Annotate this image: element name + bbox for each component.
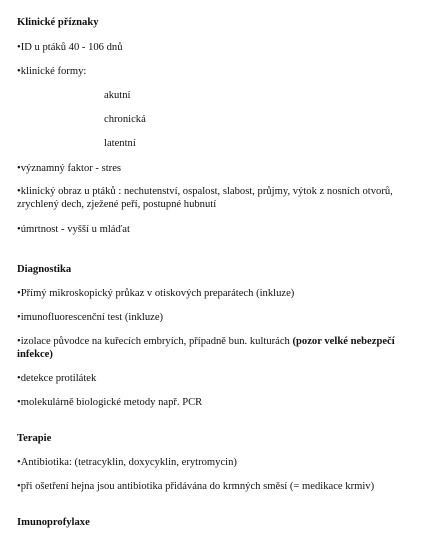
text-antibiotics: •Antibiotika: (tetracyklin, doxycyklin, erytromycin)	[17, 457, 237, 468]
text-mortality: •úmrtnost - vyšší u mláďat	[17, 224, 130, 235]
text-isolation-plain: •izolace původce na kuřecích embryích, případně bun. kulturách	[17, 336, 293, 347]
text-microscopy: •Přímý mikroskopický průkaz v otiskových preparátech (inkluze)	[17, 288, 295, 299]
form-latent: latentní	[104, 138, 136, 149]
heading-terapie: Terapie	[17, 433, 52, 444]
text-antibody-detection: •detekce protilátek	[17, 373, 97, 384]
heading-imunoprofylaxe: Imunoprofylaxe	[17, 517, 90, 528]
text-pcr: •molekulárně biologické metody např. PCR	[17, 397, 203, 408]
text-clinical-picture-2: zrychlený dech, zježené peří, postupné hubnutí	[17, 199, 217, 210]
text-isolation-2: infekce)	[17, 349, 53, 360]
form-acute: akutní	[104, 90, 131, 101]
text-ifa-test: •imunofluorescenční test (inkluze)	[17, 312, 164, 323]
text-incubation: •ID u ptáků 40 - 106 dnů	[17, 42, 123, 53]
text-clinical-picture-1: •klinický obraz u ptáků : nechutenství, ospalost, slabost, průjmy, výtok z nosních otvorů,	[17, 186, 393, 197]
form-chronic: chronická	[104, 114, 146, 125]
text-isolation-1	[17, 335, 395, 348]
text-stress-factor: •významný faktor - stres	[17, 163, 122, 174]
heading-diagnostika: Diagnostika	[17, 264, 72, 275]
text-herd-treatment: •při ošetření hejna jsou antibiotika přidávána do krmných směsí (= medikace krmiv)	[17, 481, 375, 492]
heading-klinicke-priznaky: Klinické příznaky	[17, 17, 99, 28]
text-clinical-forms: •klinické formy:	[17, 66, 87, 77]
text-isolation-warning: (pozor velké nebezpečí	[292, 336, 395, 347]
